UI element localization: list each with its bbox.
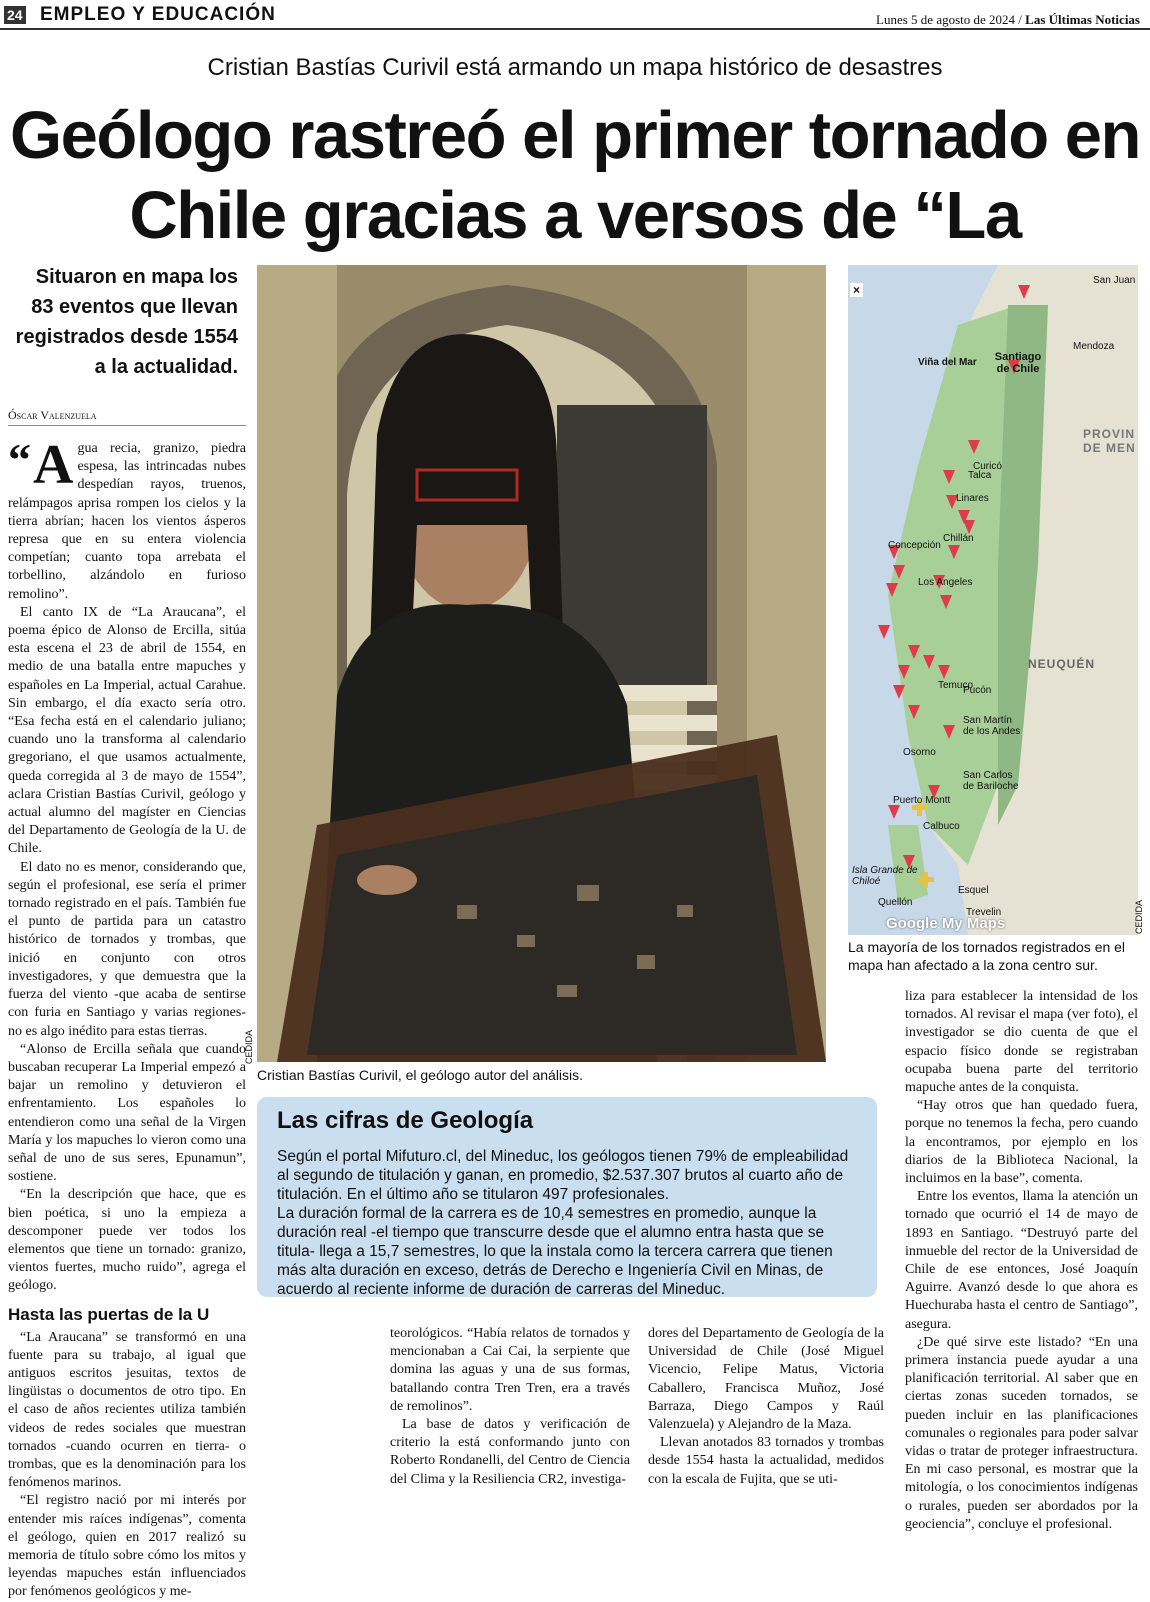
map-label: Temuco (938, 680, 974, 691)
paragraph: El dato no es menor, considerando que, según el profesional, ese sería el primer tornado registrado en el país. También fue el punto de partida para un catastro histórico de tornados y trombas, que inició en conjunto con otros investigadores, y que demuestra que la fuerza del viento -que acaba de sentirse con furia en Santiago y varias regiones- no es algo inédito para estas tierras. (8, 859, 246, 1039)
map-label: Mendoza (1073, 341, 1115, 352)
map-label: Quellón (878, 897, 913, 908)
paragraph: “El registro nació por mi interés por entender mis raíces indígenas”, comenta el geólogo, quien en 2017 realizó su memoria de título sobre cómo los mitos y leyendas mapuches están influenciados por fenómenos geológicos y me- (8, 1493, 246, 1600)
paragraph: Llevan anotados 83 tornados y trombas desde 1554 hasta la actualidad, medidos con la escala de Fujita, que se uti- (648, 1435, 884, 1487)
map-label: San Martín de los Andes (963, 715, 1021, 737)
map-label: Pucón (963, 685, 992, 696)
map-label: Santiago de Chile (994, 351, 1042, 375)
paragraph: dores del Departamento de Geología de la Universidad de Chile (José Miguel Vicencio, Felipe Matus, Victoria Caballero, Francisca Muñoz, José Barraza, Diego Campos y Raúl Valenzuela) y Alejandro de la Maza. (648, 1326, 884, 1433)
paper-name: Las Últimas Noticias (1025, 12, 1140, 27)
photo-geologist (257, 265, 826, 1062)
info-box-title: Las cifras de Geología (277, 1107, 534, 1134)
kicker: Cristian Bastías Curivil está armando un mapa histórico de desastres (207, 54, 943, 81)
map-label: Puerto Montt (893, 795, 951, 806)
article-column-1 (8, 434, 246, 1602)
opening-quote: “ A gua recia, granizo, piedra espesa, las intrincadas nubes despedían rayos, truenos, relámpagos aprisa rompen los cielos y la tierra abrían; hacen los vientos ásperos represa que en su entera violencia competían; cuanto topa arrebata el torbellino, alzándolo en furioso remolino”. (8, 434, 246, 602)
map-label: Chillán (943, 533, 974, 544)
byline: Óscar Valenzuela (8, 408, 246, 426)
map-label: San Juan (1093, 275, 1136, 286)
info-box (257, 1097, 877, 1297)
subheading: Hasta las puertas de la U (8, 1304, 210, 1324)
paragraph: “Alonso de Ercilla señala que cuando buscaban recuperar La Imperial empezó a bajar un remolino y detuvieron el enfrentamiento. Los españoles lo entendieron como una señal de la Virgen María y los mapuches lo vieron como una señal de uno de sus seres, Epunamun”, sostiene. (8, 1041, 246, 1185)
article-column-2 (390, 1325, 630, 1489)
date: Lunes 5 de agosto de 2024 / (876, 12, 1022, 27)
close-icon[interactable]: × (850, 283, 863, 297)
article-column-3 (648, 1325, 884, 1489)
map-label: Osorno (903, 747, 936, 758)
tornado-map (848, 265, 1138, 935)
map-label: Curicó (973, 461, 1002, 472)
map-label: NEUQUÉN (1028, 657, 1096, 671)
info-box-paragraph: Según el portal Mifuturo.cl, del Mineduc, los geólogos tienen 79% de empleabilidad al segundo de titulación y ganan, en promedio, $2.537.307 brutos al cuarto año de titulación. En el último año se titularon 497 profesionales. (277, 1148, 849, 1203)
map-credit: CEDIDA (1134, 900, 1144, 935)
paragraph: ¿De qué sirve este listado? “En una primera instancia puede ayudar a una planificación territorial. Al saber que en ciertas zonas suceden tornados, se pueden incluir en las planificaciones comunales o regionales para poder salvar vidas o tratar de proteger infraestructura. En mi caso personal, es mostrar que la mitología, o los conocimientos indígenas o rurales, pueden ser abordados por la geociencia”, concluye el profesional. (905, 1334, 1138, 1532)
deck: Situaron en mapa los 83 eventos que llevan registrados desde 1554 a la actualidad. (15, 266, 238, 378)
map-label: Talca (968, 470, 992, 481)
map-label: Isla Grande de Chiloé (852, 865, 918, 887)
paragraph: La base de datos y verificación de criterio la está conformando junto con Roberto Rondanelli, del Centro de Ciencia del Clima y la Resiliencia CR2, investiga- (390, 1417, 630, 1487)
paragraph: “Hay otros que han quedado fuera, porque no tenemos la fecha, pero cuando la encontramos, por ejemplo en los diarios de la Biblioteca Nacional, la incluimos en la base”, comenta. (905, 1098, 1138, 1187)
map-label: PROVIN DE MEN (1083, 427, 1136, 455)
page-number: 24 (4, 6, 26, 24)
paragraph: Entre los eventos, llama la atención un tornado que ocurrió el 14 de mayo de 1893 en Santiago. “Destruyó parte del inmueble del rector de la Universidad de Chile de ese entonces, José Joaquín Aguirre. Avanzó desde lo que ahora es Huechuraba hasta el centro de Santiago”, asegura. (905, 1189, 1138, 1332)
map-label: Concepción (888, 540, 941, 551)
map-caption: La mayoría de los tornados registrados en el mapa han afectado a la zona centro sur. (848, 939, 1126, 973)
photo-caption: Cristian Bastías Curivil, el geólogo autor del análisis. (257, 1067, 584, 1083)
map-label: Linares (956, 493, 989, 504)
info-box-paragraph: La duración formal de la carrera es de 10,4 semestres en promedio, aunque la duración real -el tiempo que transcurre desde que el alumno entra hasta que se titula- llega a 15,7 semestres, lo que la instala como la tercera carrera que tienen más alta duración en exceso, detrás de Derecho e Ingeniería Civil en Minas, de acuerdo al reciente informe de duración de carreras del Mineduc. (277, 1205, 833, 1298)
map-label: San Carlos de Bariloche (963, 770, 1019, 792)
map-label: Los Angeles (918, 577, 973, 588)
headline-line-2: Chile gracias a versos de “La (129, 178, 1021, 253)
paragraph: “En la descripción que hace, que es bien poética, si uno la empieza a descomponer puede ver todos los elementos que tiene un tornado: granizo, vientos fuertes, mucho ruido”, agrega el geólogo. (8, 1187, 246, 1294)
paragraph: “La Araucana” se transformó en una fuente para su trabajo, al igual que antiguos escritos jesuitas, textos de lingüistas o documentos de otro tipo. En el caso de años recientes utiliza también videos de redes sociales que muestran tornados -cuando ocurren en tierra- o trombas, que es la denominación para los fenómenos marinos. (8, 1329, 246, 1491)
section-title: EMPLEO Y EDUCACIÓN (40, 4, 276, 25)
map-logo: Google My Maps (886, 915, 1006, 932)
paragraph: teorológicos. “Había relatos de tornados y mencionaban a Cai Cai, la serpiente que domina las aguas y una de sus formas, batallando contra Tren Tren, era a través de remolinos”. (390, 1326, 630, 1414)
map-label: Viña del Mar (918, 357, 977, 368)
map-label: Calbuco (923, 821, 960, 832)
dateline (876, 12, 1140, 28)
headline-line-1: Geólogo rastreó el primer tornado en (10, 98, 1140, 173)
map-label: Trevelin (966, 907, 1002, 918)
drop-cap: A (33, 434, 74, 496)
paragraph: liza para establecer la intensidad de los tornados. Al revisar el mapa (ver foto), el investigador se dio cuenta de que el espacio físico donde se registraban ocupaba buena parte del territorio mapuche antes de la conquista. (905, 989, 1138, 1096)
paragraph: El canto IX de “La Araucana”, el poema épico de Alonso de Ercilla, sitúa esta escena el 23 de abril de 1554, en medio de una batalla entre mapuches y españoles en La Imperial, actual Carahue. Sin embargo, el día exacto sería otro. “Esa fecha está en el calendario juliano; cuando uno la transforma al calendario gregoriano, el que usamos actualmente, queda corregida al 3 de mayo de 1554”, aclara Cristian Bastías Curivil, geólogo y actual alumno del magíster en Ciencias del Departamento de Geología de la U. de Chile. (8, 604, 246, 857)
map-label: Esquel (958, 885, 989, 896)
article-column-4 (905, 988, 1138, 1534)
photo-credit: CEDIDA (244, 1030, 254, 1065)
